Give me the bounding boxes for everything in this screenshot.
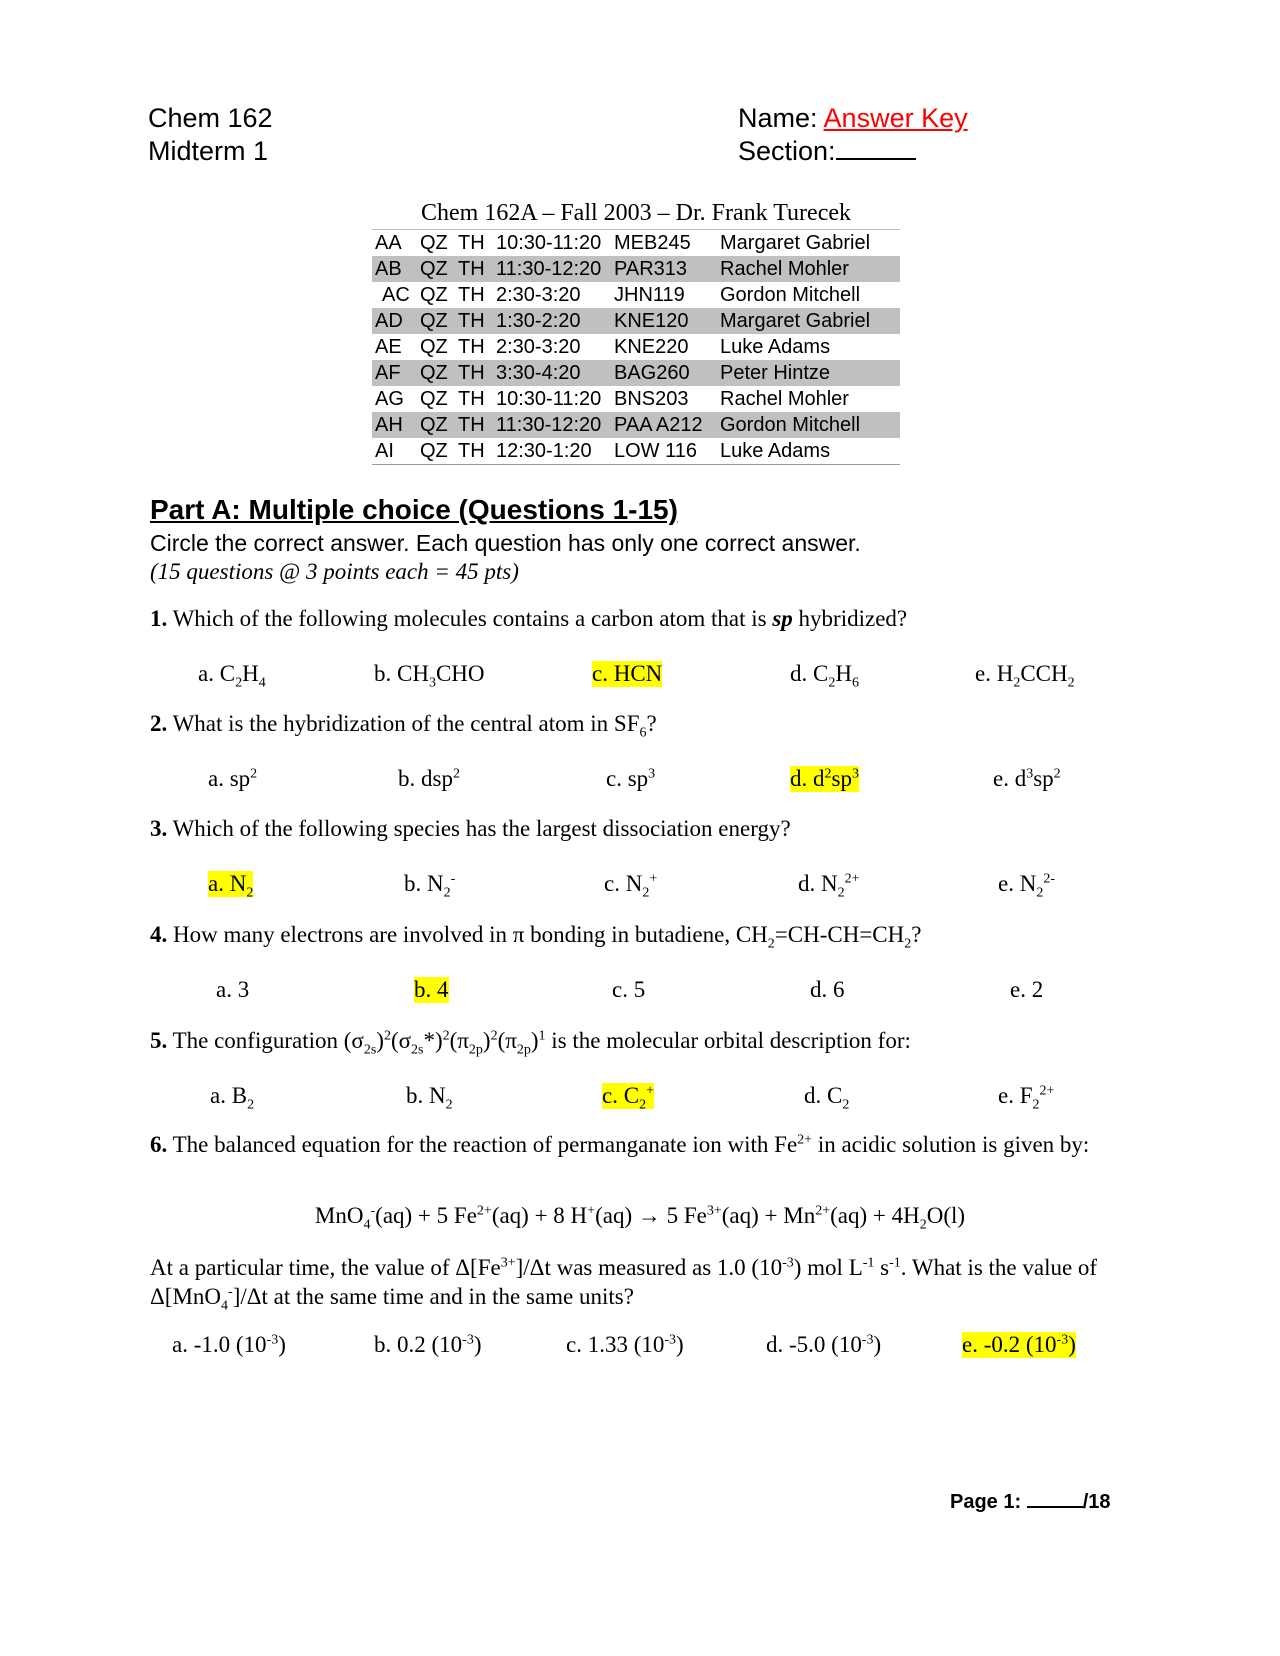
q3-option-c[interactable]: c. $N_2^+$: [604, 871, 658, 901]
question-1: 1. Which of the following molecules contains a carbon atom that is sp hybridized?: [150, 606, 908, 631]
q2-option-a[interactable]: a. $sp^2$: [208, 766, 258, 791]
exam-title: Midterm 1: [148, 136, 269, 166]
question-4: 4. How many electrons are involved in π bonding in butadiene, $CH_2=CH-CH=CH_2$?: [150, 922, 922, 952]
q3-option-e[interactable]: e. $N_2^{2-}$: [998, 871, 1055, 901]
q6-option-a[interactable]: a. -1.0 $(10^{-3})$: [172, 1332, 286, 1357]
part-a-title: Part A: Multiple choice (Questions 1-15): [150, 494, 678, 525]
q4-option-e[interactable]: e. 2: [1010, 977, 1044, 1002]
table-row: AD QZ TH 1:30-2:20 KNE120 Margaret Gabriel: [372, 308, 900, 334]
part-a-points: (15 questions @ 3 points each = 45 pts): [150, 559, 519, 584]
q4-option-a[interactable]: a. 3: [216, 977, 250, 1002]
score-blank: [1027, 1490, 1083, 1508]
q5-option-a[interactable]: a. $B_2$: [210, 1083, 255, 1113]
course-title: Chem 162: [148, 103, 273, 133]
table-row: AC QZ TH 2:30-3:20 JHN119 Gordon Mitchell: [382, 284, 861, 306]
q1-option-a[interactable]: a. $C_2H_4$: [198, 661, 266, 691]
table-row: AB QZ TH 11:30-12:20 PAR313 Rachel Mohler: [372, 256, 900, 282]
q6-option-c[interactable]: c. 1.33 $(10^{-3})$: [566, 1332, 684, 1357]
question-3: 3. Which of the following species has the largest dissociation energy?: [150, 816, 791, 841]
q4-option-d[interactable]: d. 6: [810, 977, 845, 1002]
section-table: [372, 198, 900, 465]
page-score: Page 1: /18: [950, 1491, 1111, 1513]
q5-option-e[interactable]: e. $F_2^{2+}$: [998, 1083, 1055, 1113]
q6-option-d[interactable]: d. -5.0 $(10^{-3})$: [766, 1332, 882, 1357]
name-line: [738, 102, 968, 135]
question-6: 6. The balanced equation for the reaction of permanganate ion with $Fe^{2+}$ in acidic solution is given by:: [150, 1132, 1090, 1157]
balanced-equation: MnO$_4$-(aq) + 5 $Fe^{2+}(aq) + 8$ H+(aq) → 5 $Fe^{3+}(aq) + Mn^{2+}(aq) + 4H_2O(l)$: [314, 1203, 966, 1233]
q3-option-d[interactable]: d. $N_2^{2+}$: [798, 871, 860, 901]
q1-option-b[interactable]: b. $CH_3CHO$: [374, 661, 485, 691]
q5-option-c-correct[interactable]: c. $C_2^+$: [602, 1083, 654, 1113]
table-divider: [372, 464, 900, 465]
q1-option-c-correct[interactable]: c. HCN: [592, 661, 663, 686]
q6-option-b[interactable]: b. 0.2 $(10^{-3})$: [374, 1332, 482, 1357]
table-row: AF QZ TH 3:30-4:20 BAG260 Peter Hintze: [372, 360, 900, 386]
table-row: AA QZ TH 10:30-11:20 MEB245 Margaret Gabriel: [375, 232, 871, 254]
table-row: AH QZ TH 11:30-12:20 PAA A212 Gordon Mitchell: [372, 412, 900, 438]
q5-option-d[interactable]: d. $C_2$: [804, 1083, 850, 1113]
q3-option-a-correct[interactable]: a. $N_2$: [208, 871, 254, 901]
q2-option-c[interactable]: c. $sp^3$: [606, 766, 656, 791]
table-row: AE QZ TH 2:30-3:20 KNE220 Luke Adams: [375, 336, 831, 358]
section-label: Section:: [738, 136, 836, 166]
question-2: 2. What is the hybridization of the central atom in $SF_6$?: [150, 711, 657, 741]
q4-option-c[interactable]: c. 5: [612, 977, 646, 1002]
q1-option-d[interactable]: d. $C_2H_6$: [790, 661, 859, 691]
q2-option-b[interactable]: b. dsp$^2$: [398, 766, 460, 791]
question-5: 5. The configuration $(\sigma_{2s})^2(\sigma_{2s}*)^2(\pi_{2p})^2(\pi_{2p})^1$ is the molecular orbital description for:: [150, 1028, 911, 1058]
q5-option-b[interactable]: b. $N_2$: [406, 1083, 453, 1113]
table-row: AG QZ TH 10:30-11:20 BNS203 Rachel Mohler: [375, 388, 849, 410]
q3-option-b[interactable]: b. $N_2^-$: [404, 871, 456, 901]
table-row: AI QZ TH 12:30-1:20 LOW 116 Luke Adams: [375, 440, 831, 462]
name-value: Answer Key: [823, 103, 968, 133]
q2-option-e[interactable]: e. $d^3sp^2$: [993, 766, 1061, 791]
q2-option-d-correct[interactable]: d. $d^2sp^3$: [790, 766, 859, 791]
q4-option-b-correct[interactable]: b. 4: [414, 977, 449, 1002]
question-6-followup: At a particular time, the value of $\Delta[Fe^{3+}]/\Delta t$ was measured as 1.0 $(10^{-3})$ mol $L^{-1}$ $s^{-1}$. What is the value of Δ[MnO$_4$-]/Δt at the same time and in the same units?: [150, 1255, 1098, 1314]
name-label: Name:: [738, 103, 824, 133]
section-table-title: Chem 162A – Fall 2003 – Dr. Frank Turecek: [372, 198, 900, 230]
part-a-instructions: Circle the correct answer. Each question has only one correct answer.: [150, 530, 861, 556]
section-line: [738, 135, 916, 168]
section-blank: [836, 136, 916, 160]
q1-option-e[interactable]: e. $H_2CCH_2$: [975, 661, 1075, 691]
q6-option-e-correct[interactable]: e. -0.2 $(10^{-3})$: [962, 1332, 1076, 1357]
